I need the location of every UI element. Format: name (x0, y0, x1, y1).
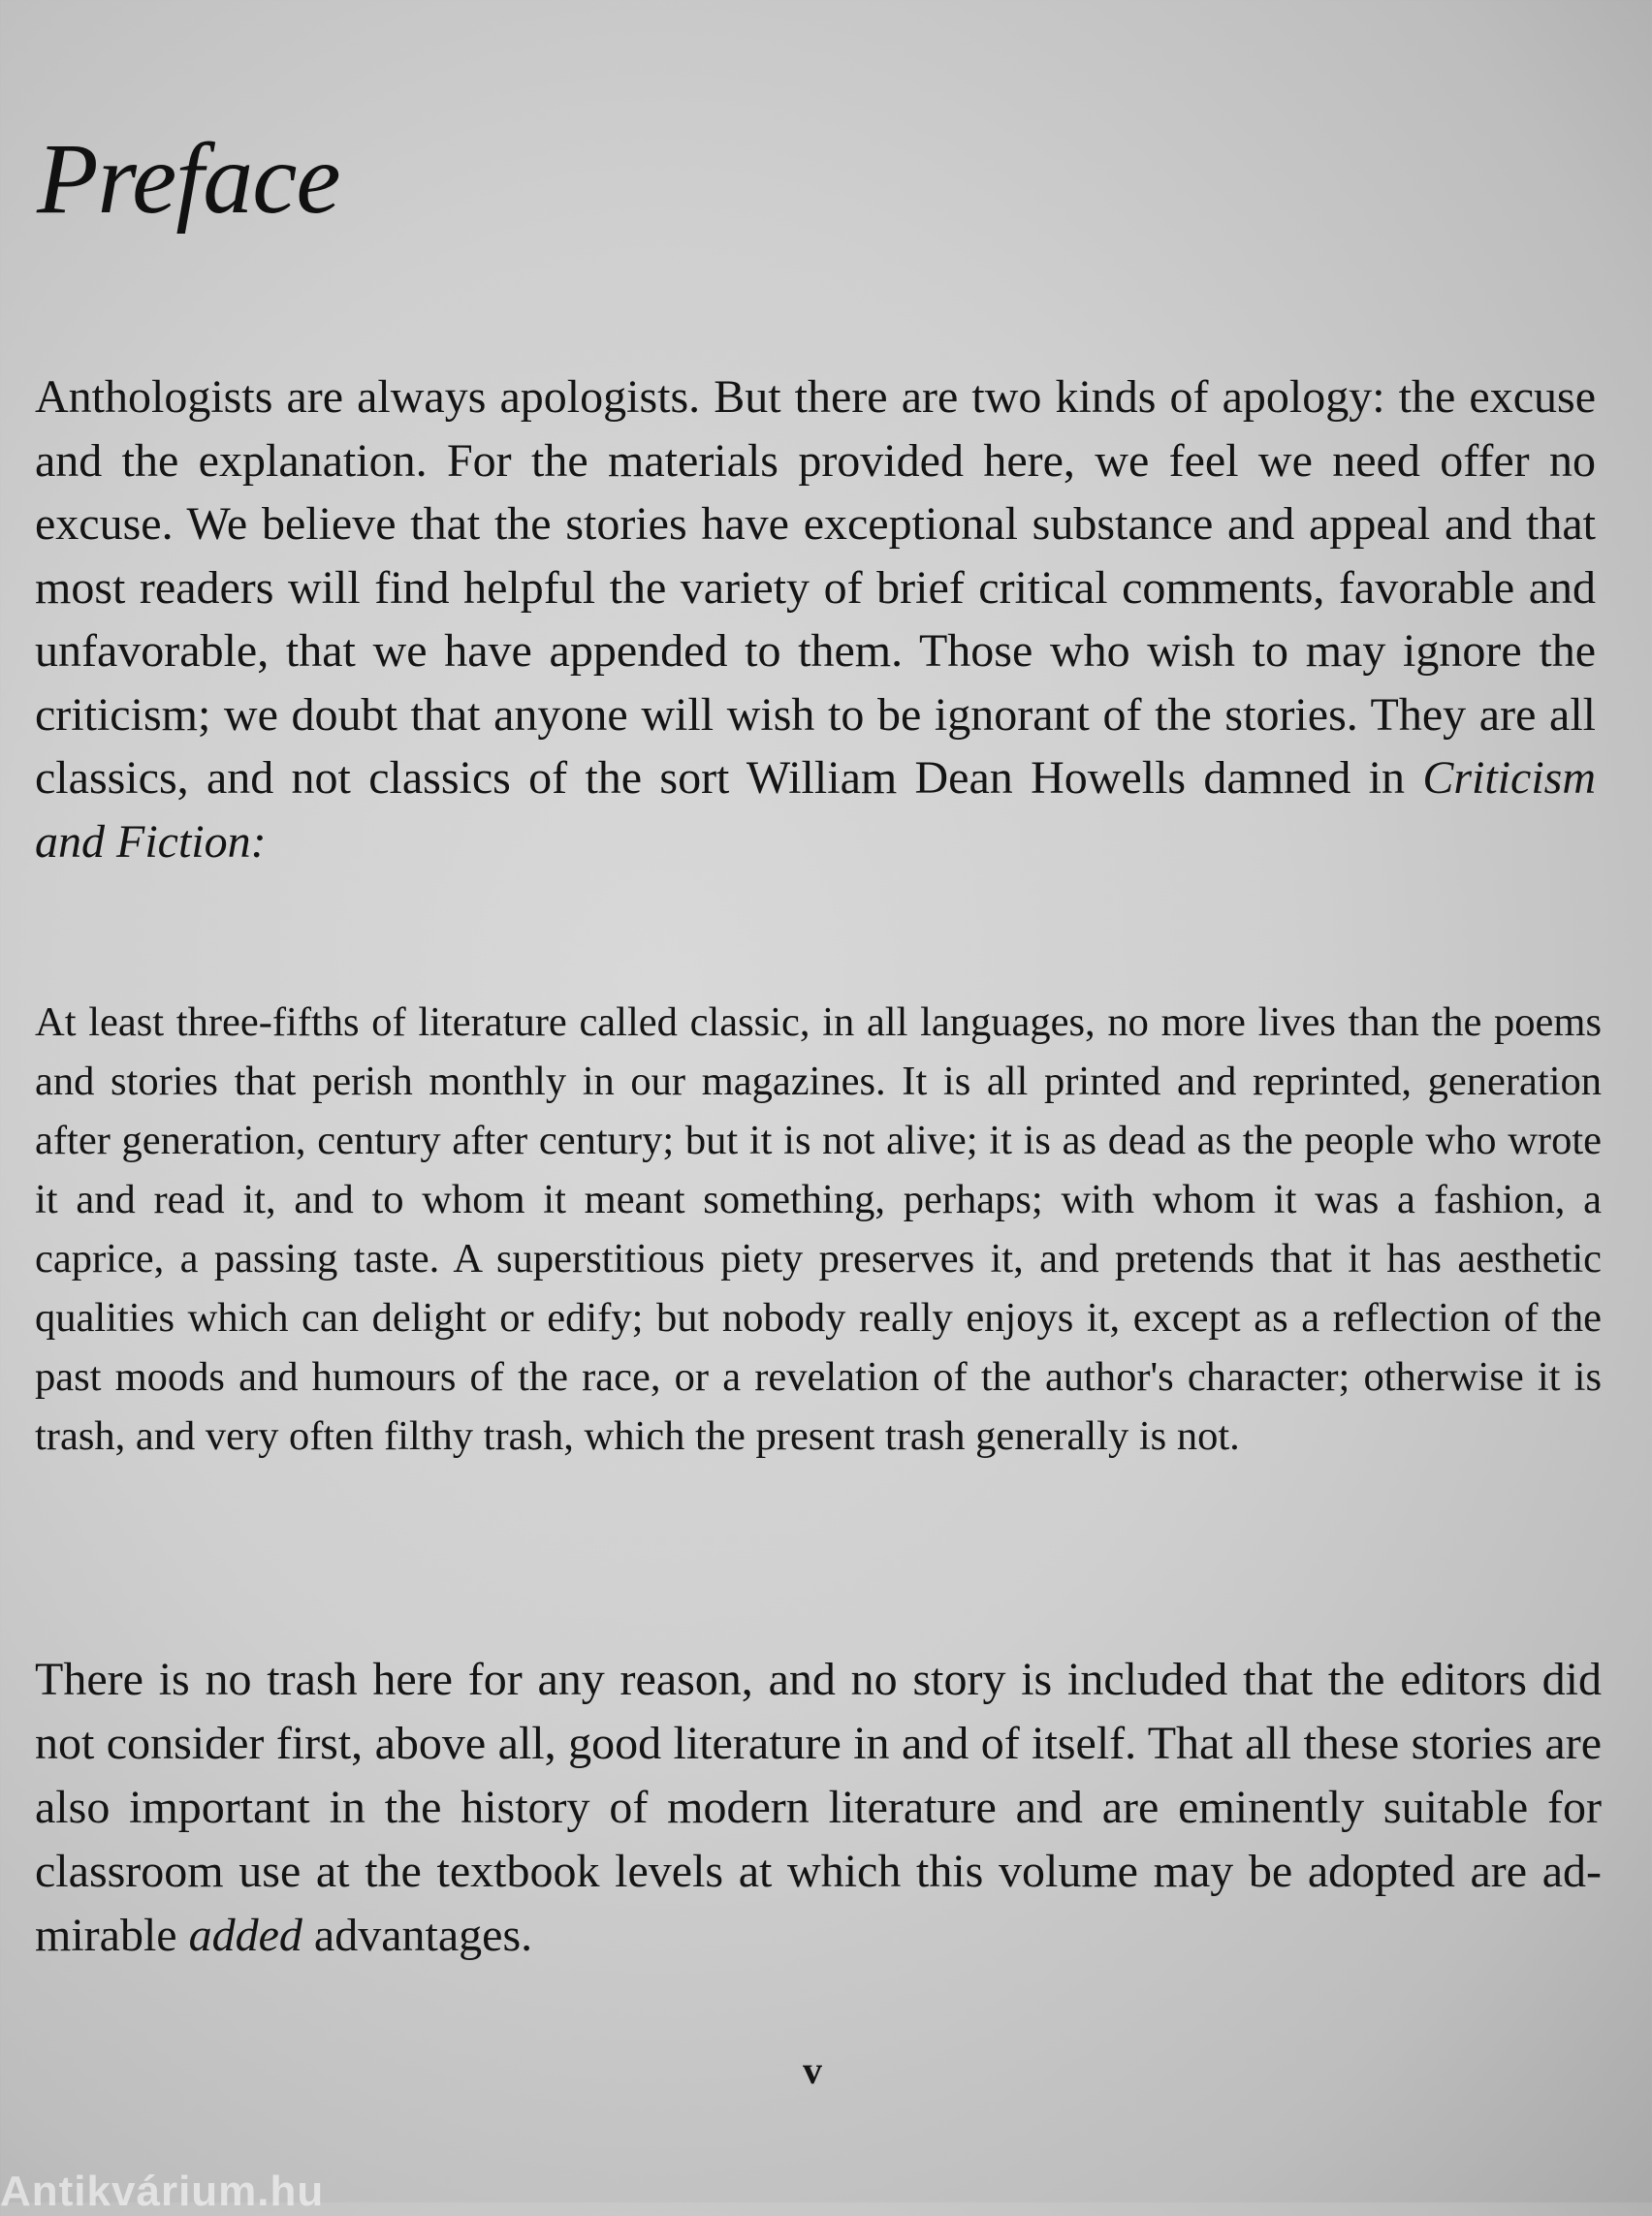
closing-paragraph-end: advantages. (302, 1910, 533, 1961)
book-page (29, 0, 1602, 2202)
page-number: v (803, 2048, 822, 2092)
block-quote: At least three-fifths of literature called classic, in all languages, no more lives than the poems and stories that perish monthly in our magazines. It is all printed and reprinted, generation after generation, century after century; but it is not alive; it is as dead as the people who wrote it and read it, and to whom it meant something, perhaps; with whom it was a fashion, a caprice, a passing taste. A superstitious piety preserves it, and pretends that it has aesthetic qualities which can delight or edify; but nobody really enjoys it, except as a reflection of the past moods and humours of the race, or a revelation of the author's character; otherwise it is trash, and very often filthy trash, which the present trash generally is not. (35, 999, 1602, 1459)
watermark: Antikvárium.hu (0, 2168, 325, 2215)
intro-paragraph-text: Anthologists are always apologists. But there are two kinds of apology: the excuse and the explanation. For the materials provided here, we feel we need offer no excuse. We believe that the stories have exceptional substance and appeal and that most readers will find helpful the variety of brief critical comments, favorable and unfavorable, that we have appended to them. Those who wish to may ignore the criticism; we doubt that anyone will wish to be ignorant of the stories. They are all classics, and not classics of the sort William Dean Howells damned in (35, 371, 1596, 804)
emphasized-word: added (188, 1910, 302, 1961)
closing-paragraph-text: There is no trash here for any reason, and no story is included that the editors did not consider first, above all, good literature in and of itself. That all these stories are also important in the history of modern literature and are eminently suitable for classroom use at the textbook levels at which this volume may be adopted are admirable (35, 1654, 1602, 1961)
closing-paragraph (35, 1648, 1602, 1968)
page-title: Preface (37, 123, 340, 235)
intro-paragraph (35, 365, 1596, 873)
book-title-citation: Criticism and Fiction: (35, 752, 1596, 868)
